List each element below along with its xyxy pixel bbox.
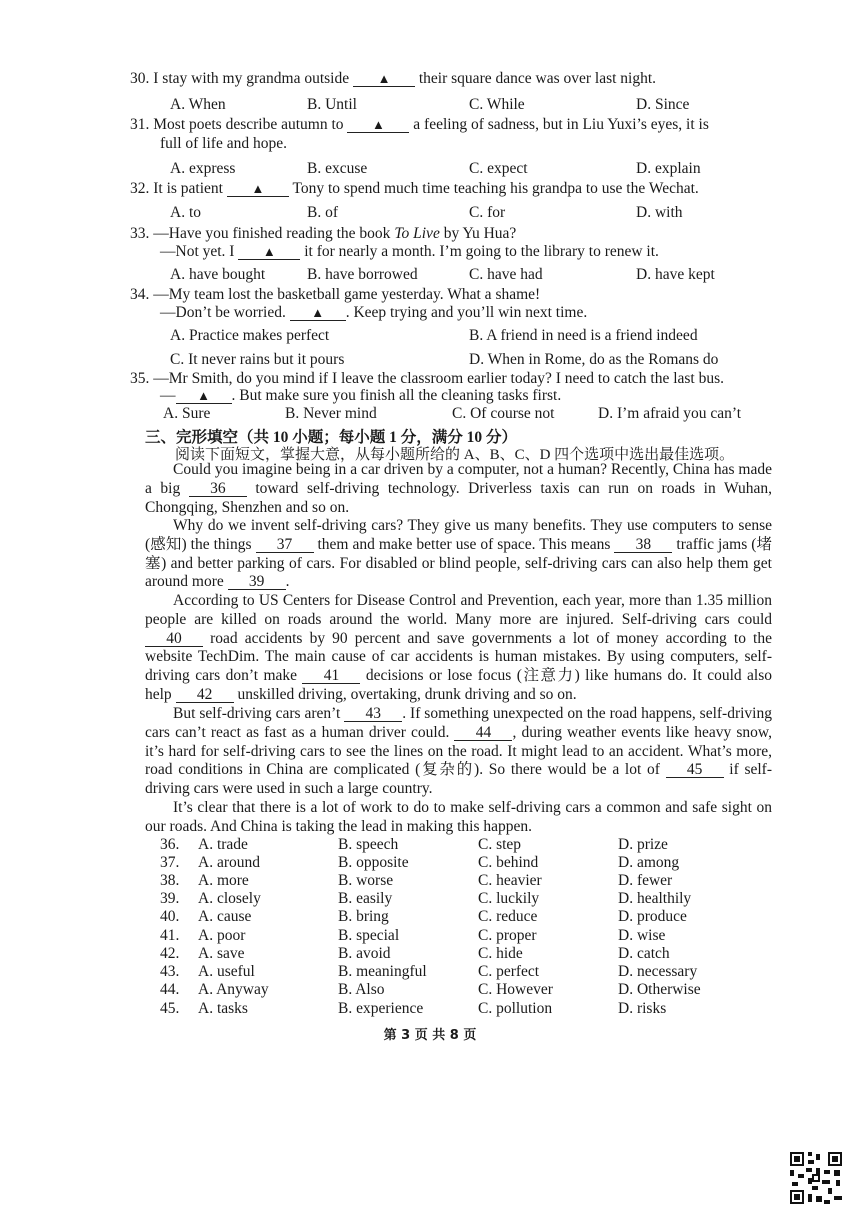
cloze-blank: 36 — [189, 482, 247, 497]
blank-triangle-icon: ▲ — [377, 71, 391, 86]
cloze-option-row: 40. A. cause B. bring C. reduce D. produce — [160, 908, 687, 925]
option-a: A. have bought — [170, 266, 266, 283]
question-text: —Don’t be worried. — [160, 304, 286, 321]
cloze-option-row: 44. A. Anyway B. Also C. However D. Otherwise — [160, 981, 701, 998]
question-text: I stay with my grandma outside — [153, 70, 350, 87]
cloze-option-row: 36. A. trade B. speech C. step D. prize — [160, 836, 668, 853]
question-text: —My team lost the basketball game yesterday. What a shame! — [153, 286, 541, 303]
cloze-blank: 42 — [176, 688, 234, 703]
passage-paragraph-2: Why do we invent self-driving cars? They give us many benefits. They use computers to sense (感知) the things 37 them and make better use of space. This means 38 traffic jams (堵塞) and better parking of cars. For disabled or blind people, self-driving cars can also help them get around more 39 . — [145, 517, 773, 591]
option-b: B. of — [307, 204, 338, 221]
answer-blank — [227, 182, 289, 197]
option-d: D. I’m afraid you can’t — [598, 405, 742, 422]
cloze-option-row: 38. A. more B. worse C. heavier D. fewer — [160, 872, 673, 889]
cloze-blank: 39 — [228, 575, 286, 590]
option-d: D. have kept — [636, 266, 715, 283]
option-b: B. have borrowed — [307, 266, 418, 283]
question-text: —Mr Smith, do you mind if I leave the classroom earlier today? I need to catch the last bus. — [153, 370, 725, 387]
section-title: 三、完形填空（共 10 小题；每小题 1 分，满分 10 分） — [145, 429, 518, 446]
question-number: 32. — [130, 180, 150, 197]
question-text: — — [160, 387, 176, 404]
cloze-option-row: 45. A. tasks B. experience C. pollution D. risks — [160, 1000, 667, 1017]
question-34 — [130, 286, 540, 304]
blank-triangle-icon: ▲ — [371, 117, 385, 132]
cloze-blank: 43 — [344, 707, 402, 722]
question-text: full of life and hope. — [160, 135, 287, 152]
option-d: D. with — [636, 204, 683, 221]
cloze-option-row: 39. A. closely B. easily C. luckily D. healthily — [160, 890, 692, 907]
option-b: B. Never mind — [285, 405, 377, 422]
qr-code-icon — [788, 1150, 844, 1206]
question-number: 33. — [130, 225, 150, 242]
question-text: Tony to spend much time teaching his grandpa to use the Wechat. — [292, 180, 699, 197]
option-c: C. for — [469, 204, 506, 221]
question-text: —Not yet. I — [160, 243, 235, 260]
question-number: 34. — [130, 286, 150, 303]
cloze-blank: 45 — [666, 763, 724, 778]
question-text: by Yu Hua? — [443, 225, 517, 242]
blank-triangle-icon: ▲ — [251, 181, 265, 196]
blank-triangle-icon: ▲ — [311, 305, 325, 320]
option-a: A. express — [170, 160, 236, 177]
option-d: D. When in Rome, do as the Romans do — [469, 351, 719, 368]
passage-paragraph-1: Could you imagine being in a car driven by a computer, not a human? Recently, China has made a big 36 toward self-driving technology. Driverless taxis can run on roads in Wuhan, Chongqing, Shenzhen and so on. — [145, 461, 773, 516]
cloze-blank: 37 — [256, 538, 314, 553]
option-c: C. expect — [469, 160, 528, 177]
option-b: B. Until — [307, 96, 357, 113]
passage-paragraph-4: But self-driving cars aren’t 43 . If something unexpected on the road happens, self-driving cars can’t react as fast as a human driver could. 44 , during weather events like heavy snow, it’s hard for self-driving cars to see the lines on the road. It might lead to an accident. What’s more, road conditions in China are complicated (复杂的). So there would be a lot of 45 if self-driving cars were used in such a large country. — [145, 705, 772, 798]
cloze-blank: 40 — [145, 632, 203, 647]
passage-paragraph-5: It’s clear that there is a lot of work to do to make self-driving cars a common and safe sight on our roads. And China is taking the lead in making this happen. — [145, 799, 772, 835]
option-a: A. Sure — [163, 405, 211, 422]
answer-blank — [353, 72, 415, 87]
question-number: 31. — [130, 116, 150, 133]
option-d: D. explain — [636, 160, 701, 177]
question-text: —Have you finished reading the book — [153, 225, 391, 242]
answer-blank — [290, 306, 346, 321]
book-title: To Live — [394, 225, 440, 242]
option-b: B. excuse — [307, 160, 368, 177]
question-text: it for nearly a month. I’m going to the library to renew it. — [304, 243, 659, 260]
answer-blank — [347, 118, 409, 133]
question-text: . But make sure you finish all the cleaning tasks first. — [231, 387, 562, 404]
question-30 — [130, 70, 656, 88]
option-a: A. to — [170, 204, 201, 221]
question-number: 30. — [130, 70, 150, 87]
question-31 — [130, 116, 709, 134]
cloze-blank: 44 — [454, 726, 512, 741]
passage-paragraph-3: According to US Centers for Disease Control and Prevention, each year, more than 1.35 million people are killed on roads around the world. Many more are injured. Self-driving cars could 40 road accidents by 90 percent and save governments a lot of money according to the website TechDim. The main cause of car accidents is human mistakes. By using computers, self-driving cars don’t make 41 decisions or lose focus (注意力) like humans do. It could also help 42 unskilled driving, overtaking, drunk driving and so on. — [145, 592, 773, 703]
question-33 — [130, 225, 516, 243]
question-35-reply — [160, 387, 561, 405]
question-text: . Keep trying and you’ll win next time. — [345, 304, 588, 321]
cloze-option-row: 41. A. poor B. special C. proper D. wise — [160, 927, 666, 944]
question-35 — [130, 370, 724, 388]
blank-triangle-icon: ▲ — [197, 388, 210, 403]
cloze-option-row: 42. A. save B. avoid C. hide D. catch — [160, 945, 670, 962]
answer-blank — [238, 245, 300, 260]
option-a: A. Practice makes perfect — [170, 327, 330, 344]
blank-triangle-icon: ▲ — [262, 244, 276, 259]
answer-blank — [176, 389, 232, 404]
question-text: Most poets describe autumn to — [153, 116, 344, 133]
cloze-blank: 38 — [614, 538, 672, 553]
option-c: C. It never rains but it pours — [170, 351, 345, 368]
option-c: C. Of course not — [452, 405, 555, 422]
page-footer: 第 3 页 共 8 页 — [383, 1028, 477, 1043]
cloze-blank: 41 — [302, 669, 360, 684]
option-c: C. have had — [469, 266, 543, 283]
question-32 — [130, 180, 699, 198]
option-d: D. Since — [636, 96, 690, 113]
section-instruction: 阅读下面短文，掌握大意，从每小题所给的 A、B、C、D 四个选项中选出最佳选项。 — [175, 447, 735, 463]
question-number: 35. — [130, 370, 150, 387]
question-text: their square dance was over last night. — [418, 70, 657, 87]
cloze-option-row: 37. A. around B. opposite C. behind D. among — [160, 854, 680, 871]
question-text: It is patient — [153, 180, 223, 197]
cloze-option-row: 43. A. useful B. meaningful C. perfect D. necessary — [160, 963, 698, 980]
option-a: A. When — [170, 96, 226, 113]
question-34-reply — [160, 304, 587, 322]
question-33-reply — [160, 243, 659, 261]
question-text: a feeling of sadness, but in Liu Yuxi’s eyes, it is — [413, 116, 709, 133]
option-c: C. While — [469, 96, 525, 113]
option-b: B. A friend in need is a friend indeed — [469, 327, 698, 344]
